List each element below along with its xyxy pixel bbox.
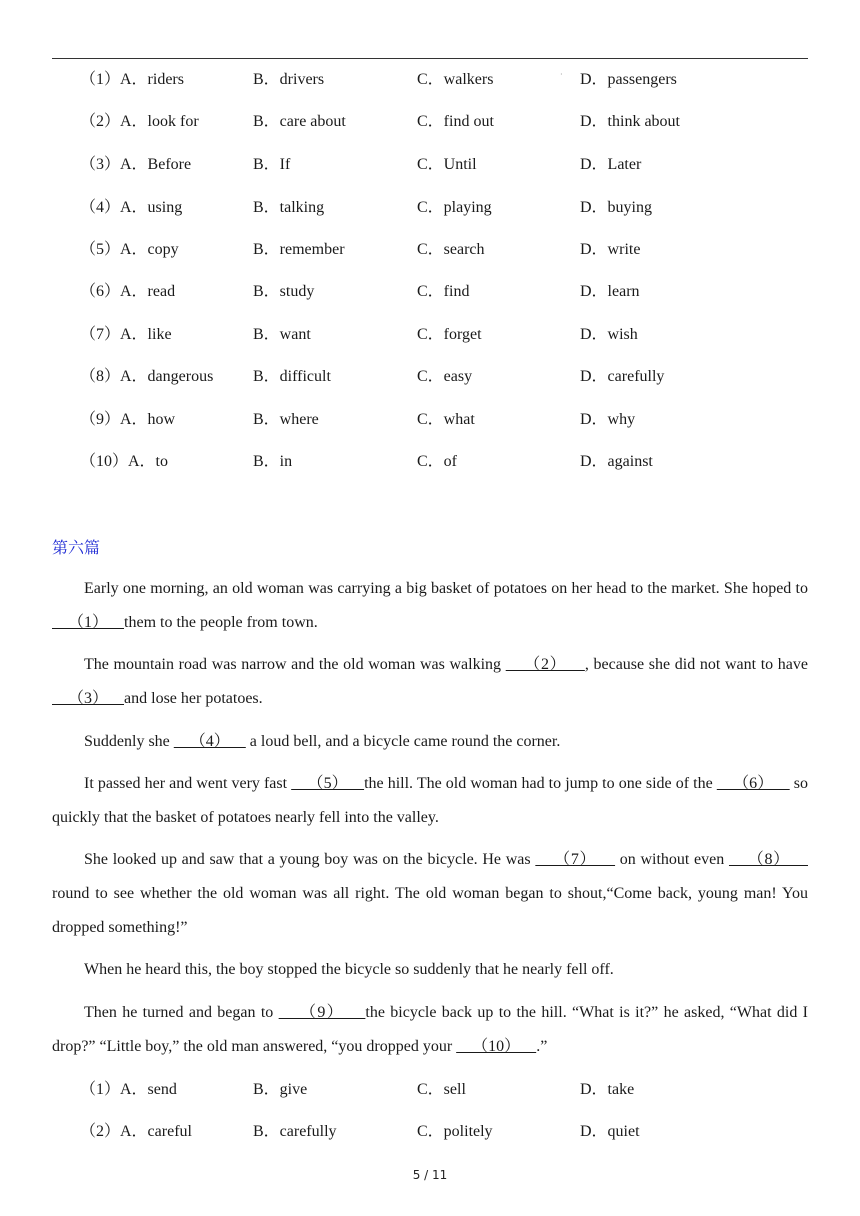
option-a: （1）A．send — [80, 1081, 177, 1098]
passage-text: the bicycle back up to the hill. “What is it?” he asked, “What did I drop?” “Little boy,” the old man answered, “you dropped your — [52, 1004, 808, 1055]
option-row — [0, 1120, 860, 1144]
passage-text: When he heard this, the boy stopped the bicycle so suddenly that he nearly fell off. — [84, 961, 614, 978]
option-c: C．sell — [417, 1081, 466, 1098]
passage-text: and lose her potatoes. — [124, 690, 263, 707]
option-row — [0, 323, 860, 347]
option-c: C．easy — [417, 368, 473, 385]
blank-7: （7） — [535, 851, 616, 868]
stray-dot: · — [560, 70, 563, 79]
blank-10: （10） — [456, 1038, 537, 1055]
passage-text: them to the people from town. — [124, 614, 318, 631]
option-b: B．drivers — [253, 71, 325, 88]
option-b: B．care about — [253, 113, 346, 130]
option-a: （1）A．riders — [80, 71, 184, 88]
blank-8: （8） — [728, 851, 808, 868]
option-row — [0, 1078, 860, 1102]
passage-paragraph-6 — [52, 953, 808, 987]
passage-paragraph-4 — [52, 767, 808, 835]
passage-text: Then he turned and began to — [84, 1004, 279, 1021]
option-b: B．where — [253, 411, 319, 428]
option-b: B．in — [253, 453, 293, 470]
option-d: D．write — [580, 241, 641, 258]
option-d: D．think about — [580, 113, 680, 130]
passage-text: so quickly that the basket of potatoes nearly fell into the valley. — [52, 775, 808, 826]
option-row — [0, 110, 860, 134]
option-a: （9）A．how — [80, 411, 176, 428]
option-d: D．Later — [580, 156, 642, 173]
passage-text: the hill. The old woman had to jump to one side of the — [364, 775, 717, 792]
option-d: D．buying — [580, 199, 653, 216]
passage-paragraph-3 — [52, 725, 808, 759]
passage-text: , because she did not want to have — [584, 656, 808, 673]
blank-9: （9） — [278, 1004, 366, 1021]
blank-5: （5） — [291, 775, 365, 792]
option-a: （4）A．using — [80, 199, 183, 216]
blank-6: （6） — [716, 775, 790, 792]
option-row — [0, 196, 860, 220]
option-d: D．wish — [580, 326, 638, 343]
option-b: B．difficult — [253, 368, 331, 385]
option-a: （2）A．careful — [80, 1123, 192, 1140]
option-c: C．of — [417, 453, 458, 470]
passage-paragraph-7 — [52, 996, 808, 1064]
option-a: （3）A．Before — [80, 156, 192, 173]
option-b: B．If — [253, 156, 291, 173]
passage-paragraph-2 — [52, 648, 808, 716]
option-d: D．passengers — [580, 71, 677, 88]
option-d: D．carefully — [580, 368, 665, 385]
blank-3: （3） — [52, 690, 125, 707]
blank-1: （1） — [52, 614, 125, 631]
option-row — [0, 408, 860, 432]
passage-text: It passed her and went very fast — [84, 775, 292, 792]
option-c: C．walkers — [417, 71, 494, 88]
option-d: D．quiet — [580, 1123, 640, 1140]
passage-paragraph-5 — [52, 843, 808, 945]
passage-text: Suddenly she — [84, 733, 174, 750]
option-a: （5）A．copy — [80, 241, 179, 258]
option-a: （2）A．look for — [80, 113, 199, 130]
option-c: C．what — [417, 411, 475, 428]
option-b: B．study — [253, 283, 315, 300]
passage-text: round to see whether the old woman was all right. The old woman began to shout,“Come back, young man! You dropped something!” — [52, 885, 808, 936]
passage-text: The mountain road was narrow and the old woman was walking — [84, 656, 506, 673]
blank-2: （2） — [505, 656, 585, 673]
passage-paragraph-1 — [52, 572, 808, 640]
option-c: C．find — [417, 283, 470, 300]
passage-text: on without even — [615, 851, 729, 868]
option-row — [0, 365, 860, 389]
passage-text: She looked up and saw that a young boy was on the bicycle. He was — [84, 851, 536, 868]
option-c: C．politely — [417, 1123, 493, 1140]
option-b: B．give — [253, 1081, 308, 1098]
option-a: （7）A．like — [80, 326, 172, 343]
header-rule — [52, 58, 808, 59]
option-row — [0, 238, 860, 262]
option-a: （6）A．read — [80, 283, 176, 300]
option-d: D．why — [580, 411, 636, 428]
option-b: B．remember — [253, 241, 345, 258]
option-row — [0, 68, 860, 92]
passage-text: .” — [536, 1038, 548, 1055]
option-row — [0, 280, 860, 304]
option-d: D．against — [580, 453, 653, 470]
option-row — [0, 153, 860, 177]
option-c: C．forget — [417, 326, 482, 343]
option-d: D．learn — [580, 283, 640, 300]
option-c: C．playing — [417, 199, 492, 216]
blank-4: （4） — [173, 733, 246, 750]
section-title: 第六篇 — [52, 538, 101, 557]
option-c: C．Until — [417, 156, 477, 173]
passage-text: a loud bell, and a bicycle came round the corner. — [245, 733, 561, 750]
option-c: C．find out — [417, 113, 494, 130]
option-b: B．talking — [253, 199, 325, 216]
option-d: D．take — [580, 1081, 635, 1098]
option-b: B．want — [253, 326, 311, 343]
option-b: B．carefully — [253, 1123, 337, 1140]
option-a: （8）A．dangerous — [80, 368, 214, 385]
page-number: 5 / 11 — [412, 1168, 448, 1182]
option-c: C．search — [417, 241, 485, 258]
option-a: （10）A．to — [80, 453, 169, 470]
passage-text: Early one morning, an old woman was carrying a big basket of potatoes on her head to the market. She hoped to — [84, 580, 808, 597]
option-row — [0, 450, 860, 474]
